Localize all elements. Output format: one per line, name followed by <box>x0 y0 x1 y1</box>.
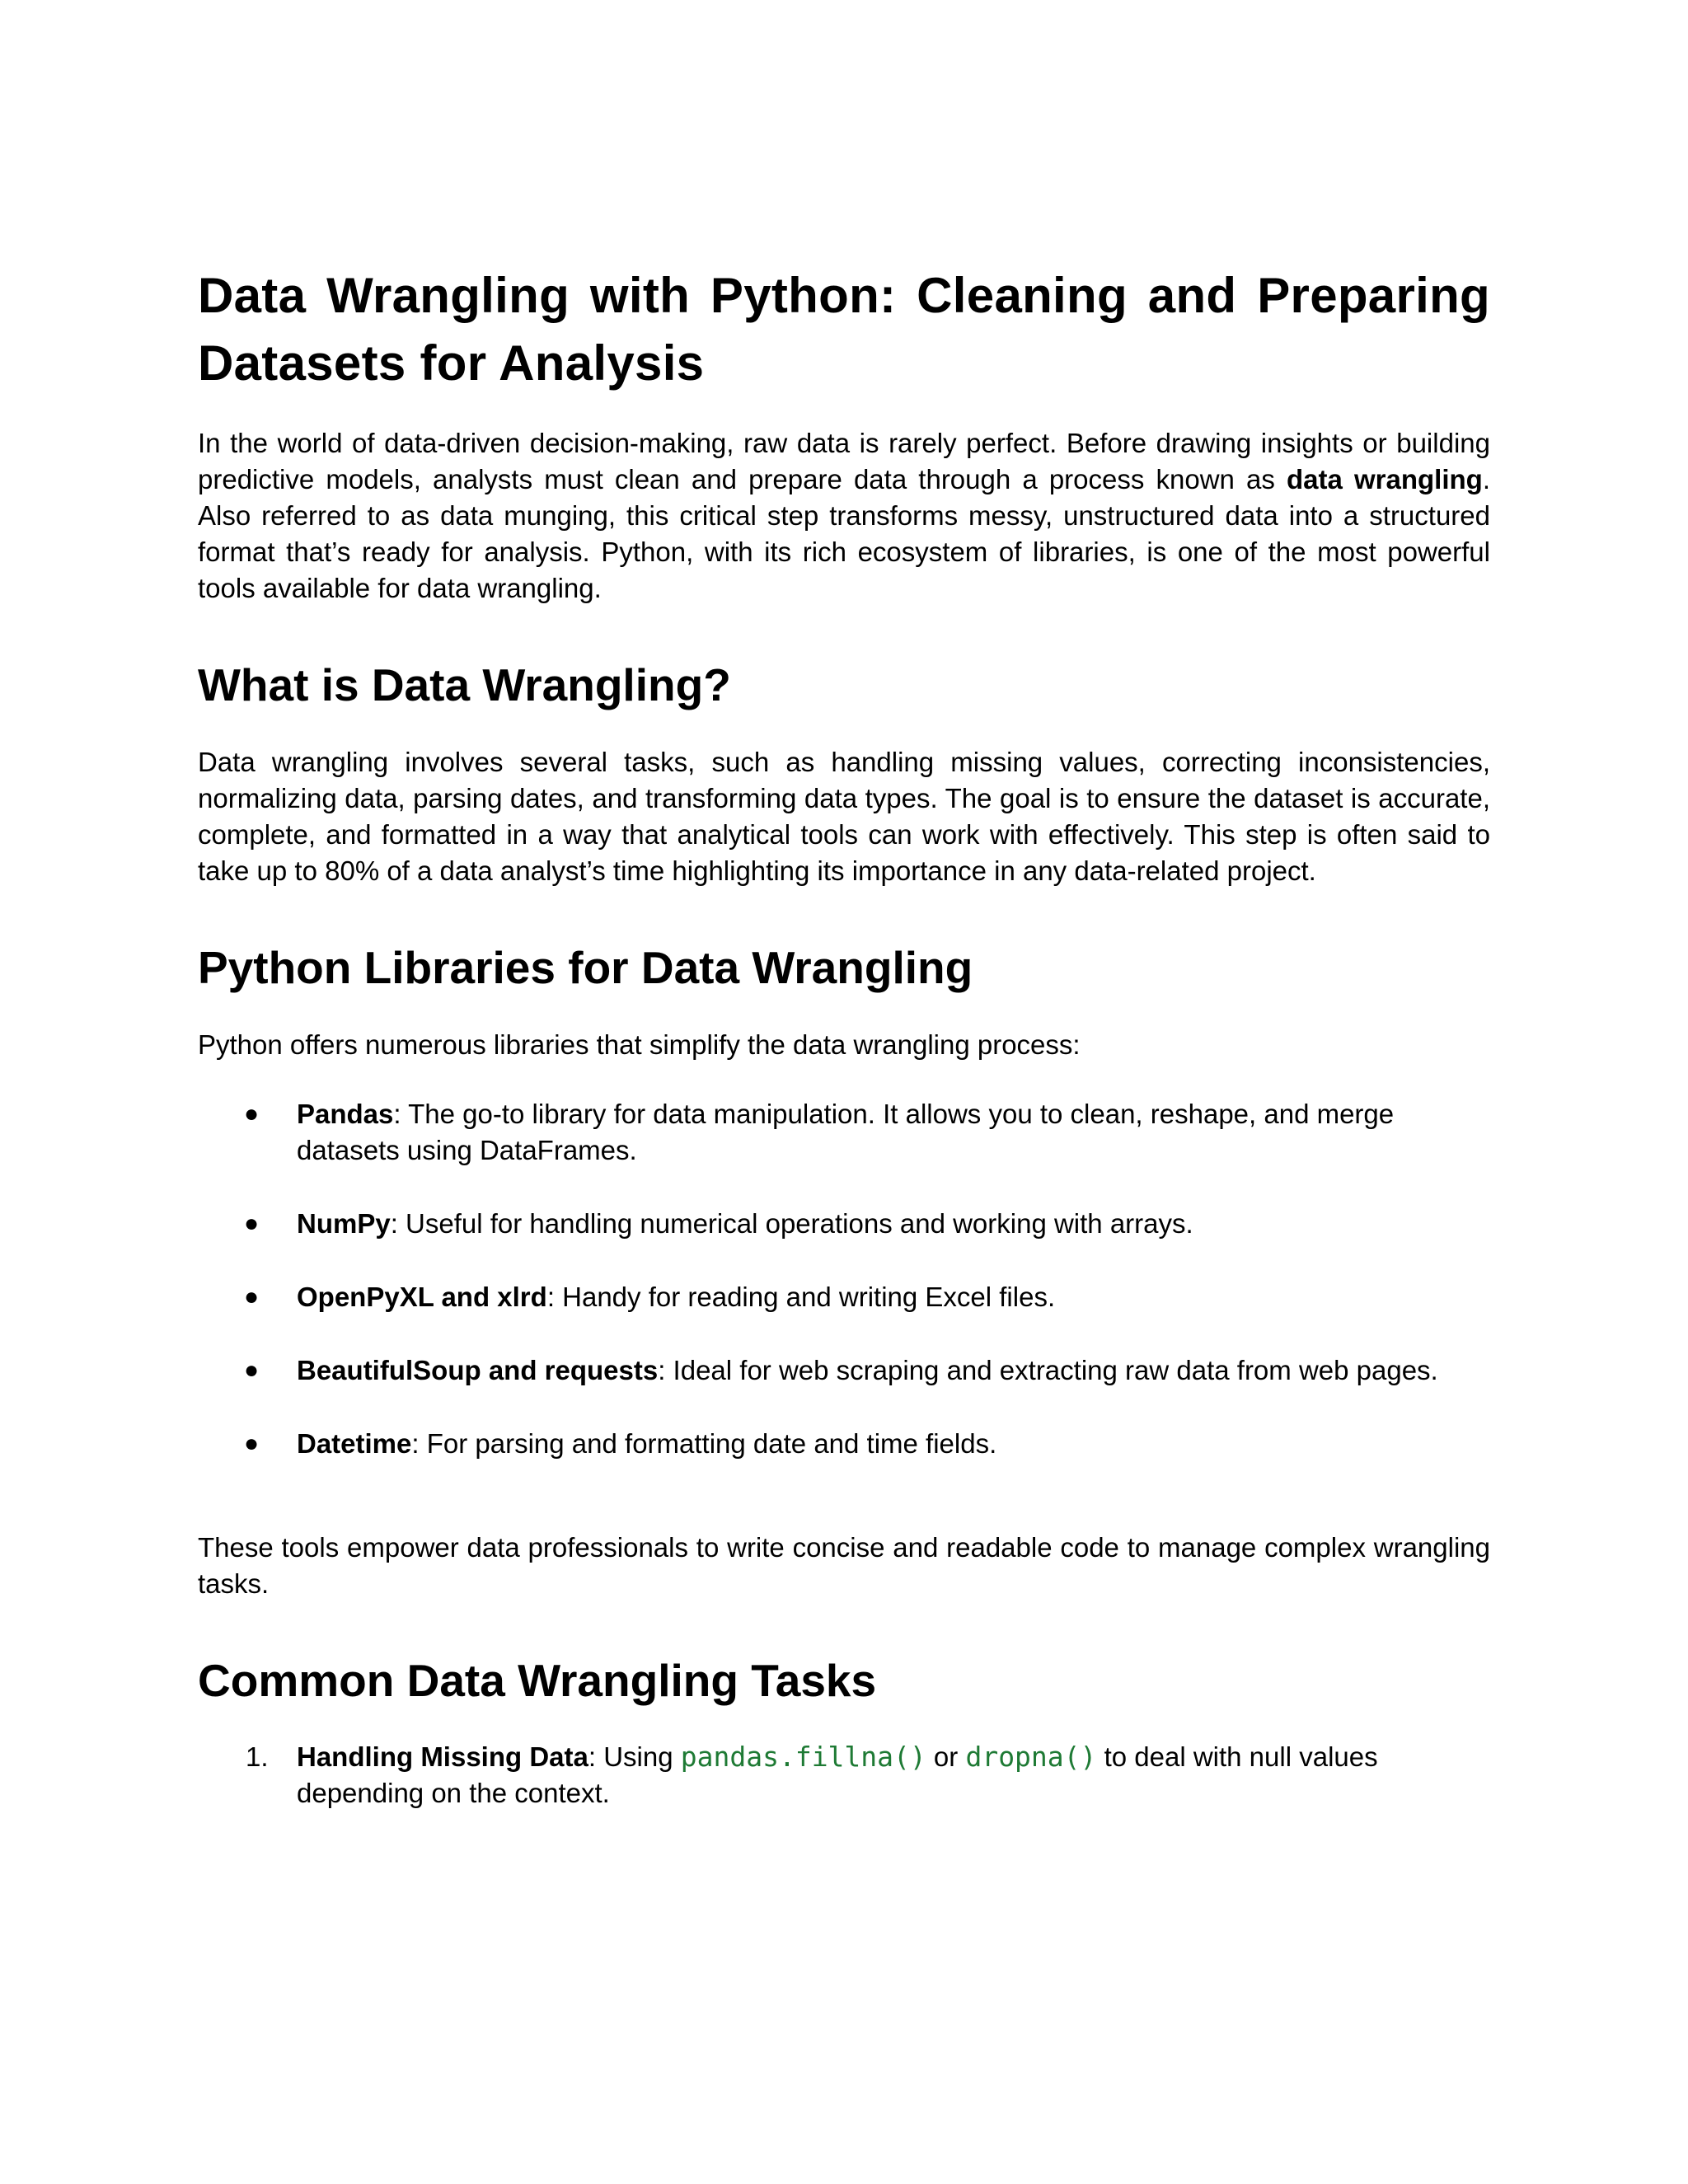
section-heading-common-tasks: Common Data Wrangling Tasks <box>198 1655 877 1706</box>
library-name: BeautifulSoup and requests <box>297 1355 659 1385</box>
library-name: OpenPyXL and xlrd <box>297 1282 547 1312</box>
libraries-lead-paragraph: Python offers numerous libraries that simplify the data wrangling process: <box>198 1029 1081 1060</box>
library-name: NumPy <box>297 1208 391 1239</box>
library-name: Datetime <box>297 1428 412 1459</box>
task-text: or <box>926 1741 966 1772</box>
task-name: Handling Missing Data <box>297 1741 588 1772</box>
bullet-icon: ● <box>244 1210 260 1237</box>
bullet-icon: ● <box>244 1283 260 1310</box>
list-item <box>198 1426 1490 1462</box>
libraries-list <box>198 1096 1490 1462</box>
intro-text-start: In the world of data-driven decision-making, raw data is rarely perfect. Before drawing insights or building predictive models, analysts must clean and prepare data through a process known as <box>198 428 1490 494</box>
library-description: : Ideal for web scraping and extracting raw data from web pages. <box>658 1355 1438 1385</box>
task-text: to deal with null values depending on the context. <box>297 1741 1378 1808</box>
code-snippet: dropna() <box>965 1741 1097 1773</box>
what-is-paragraph: Data wrangling involves several tasks, such as handling missing values, correcting inconsistencies, normalizing data, parsing dates, and transforming data types. The goal is to ensure the dataset is accurate, complete, and formatted in a way that analytical tools can work with effectively. This step is often said to take up to 80% of a data analyst’s time highlighting its importance in any data-related project. <box>198 747 1490 886</box>
intro-text-end: . Also referred to as data munging, this critical step transforms messy, unstructured data into a structured format that’s ready for analysis. Python, with its rich ecosystem of libraries, is one of the most powerful tools available for data wrangling. <box>198 464 1491 603</box>
intro-paragraph <box>198 425 1490 607</box>
intro-bold-term: data wrangling <box>1287 464 1483 494</box>
library-name: Pandas <box>297 1099 394 1129</box>
library-description: : For parsing and formatting date and time fields. <box>411 1428 997 1459</box>
library-description: : Useful for handling numerical operations and working with arrays. <box>390 1208 1193 1239</box>
list-number: 1. <box>246 1741 269 1772</box>
tasks-list <box>198 1739 1490 1811</box>
libraries-closing-paragraph: These tools empower data professionals to write concise and readable code to manage complex wrangling tasks. <box>198 1532 1490 1599</box>
document-page <box>198 262 1490 1811</box>
task-text: : Using <box>588 1741 681 1772</box>
list-item <box>198 1279 1490 1315</box>
list-item <box>198 1739 1490 1811</box>
document-title: Data Wrangling with Python: Cleaning and Preparing Datasets for Analysis <box>198 268 1490 391</box>
list-item <box>198 1352 1490 1389</box>
list-item <box>198 1096 1490 1169</box>
code-snippet: pandas.fillna() <box>680 1741 926 1773</box>
section-heading-what-is: What is Data Wrangling? <box>198 659 731 710</box>
library-description: : The go-to library for data manipulation. It allows you to clean, reshape, and merge datasets using DataFrames. <box>297 1099 1395 1165</box>
library-description: : Handy for reading and writing Excel files. <box>546 1282 1056 1312</box>
bullet-icon: ● <box>244 1100 260 1127</box>
bullet-icon: ● <box>244 1430 260 1457</box>
bullet-icon: ● <box>244 1357 260 1384</box>
section-heading-libraries: Python Libraries for Data Wrangling <box>198 942 973 993</box>
list-item <box>198 1206 1490 1242</box>
